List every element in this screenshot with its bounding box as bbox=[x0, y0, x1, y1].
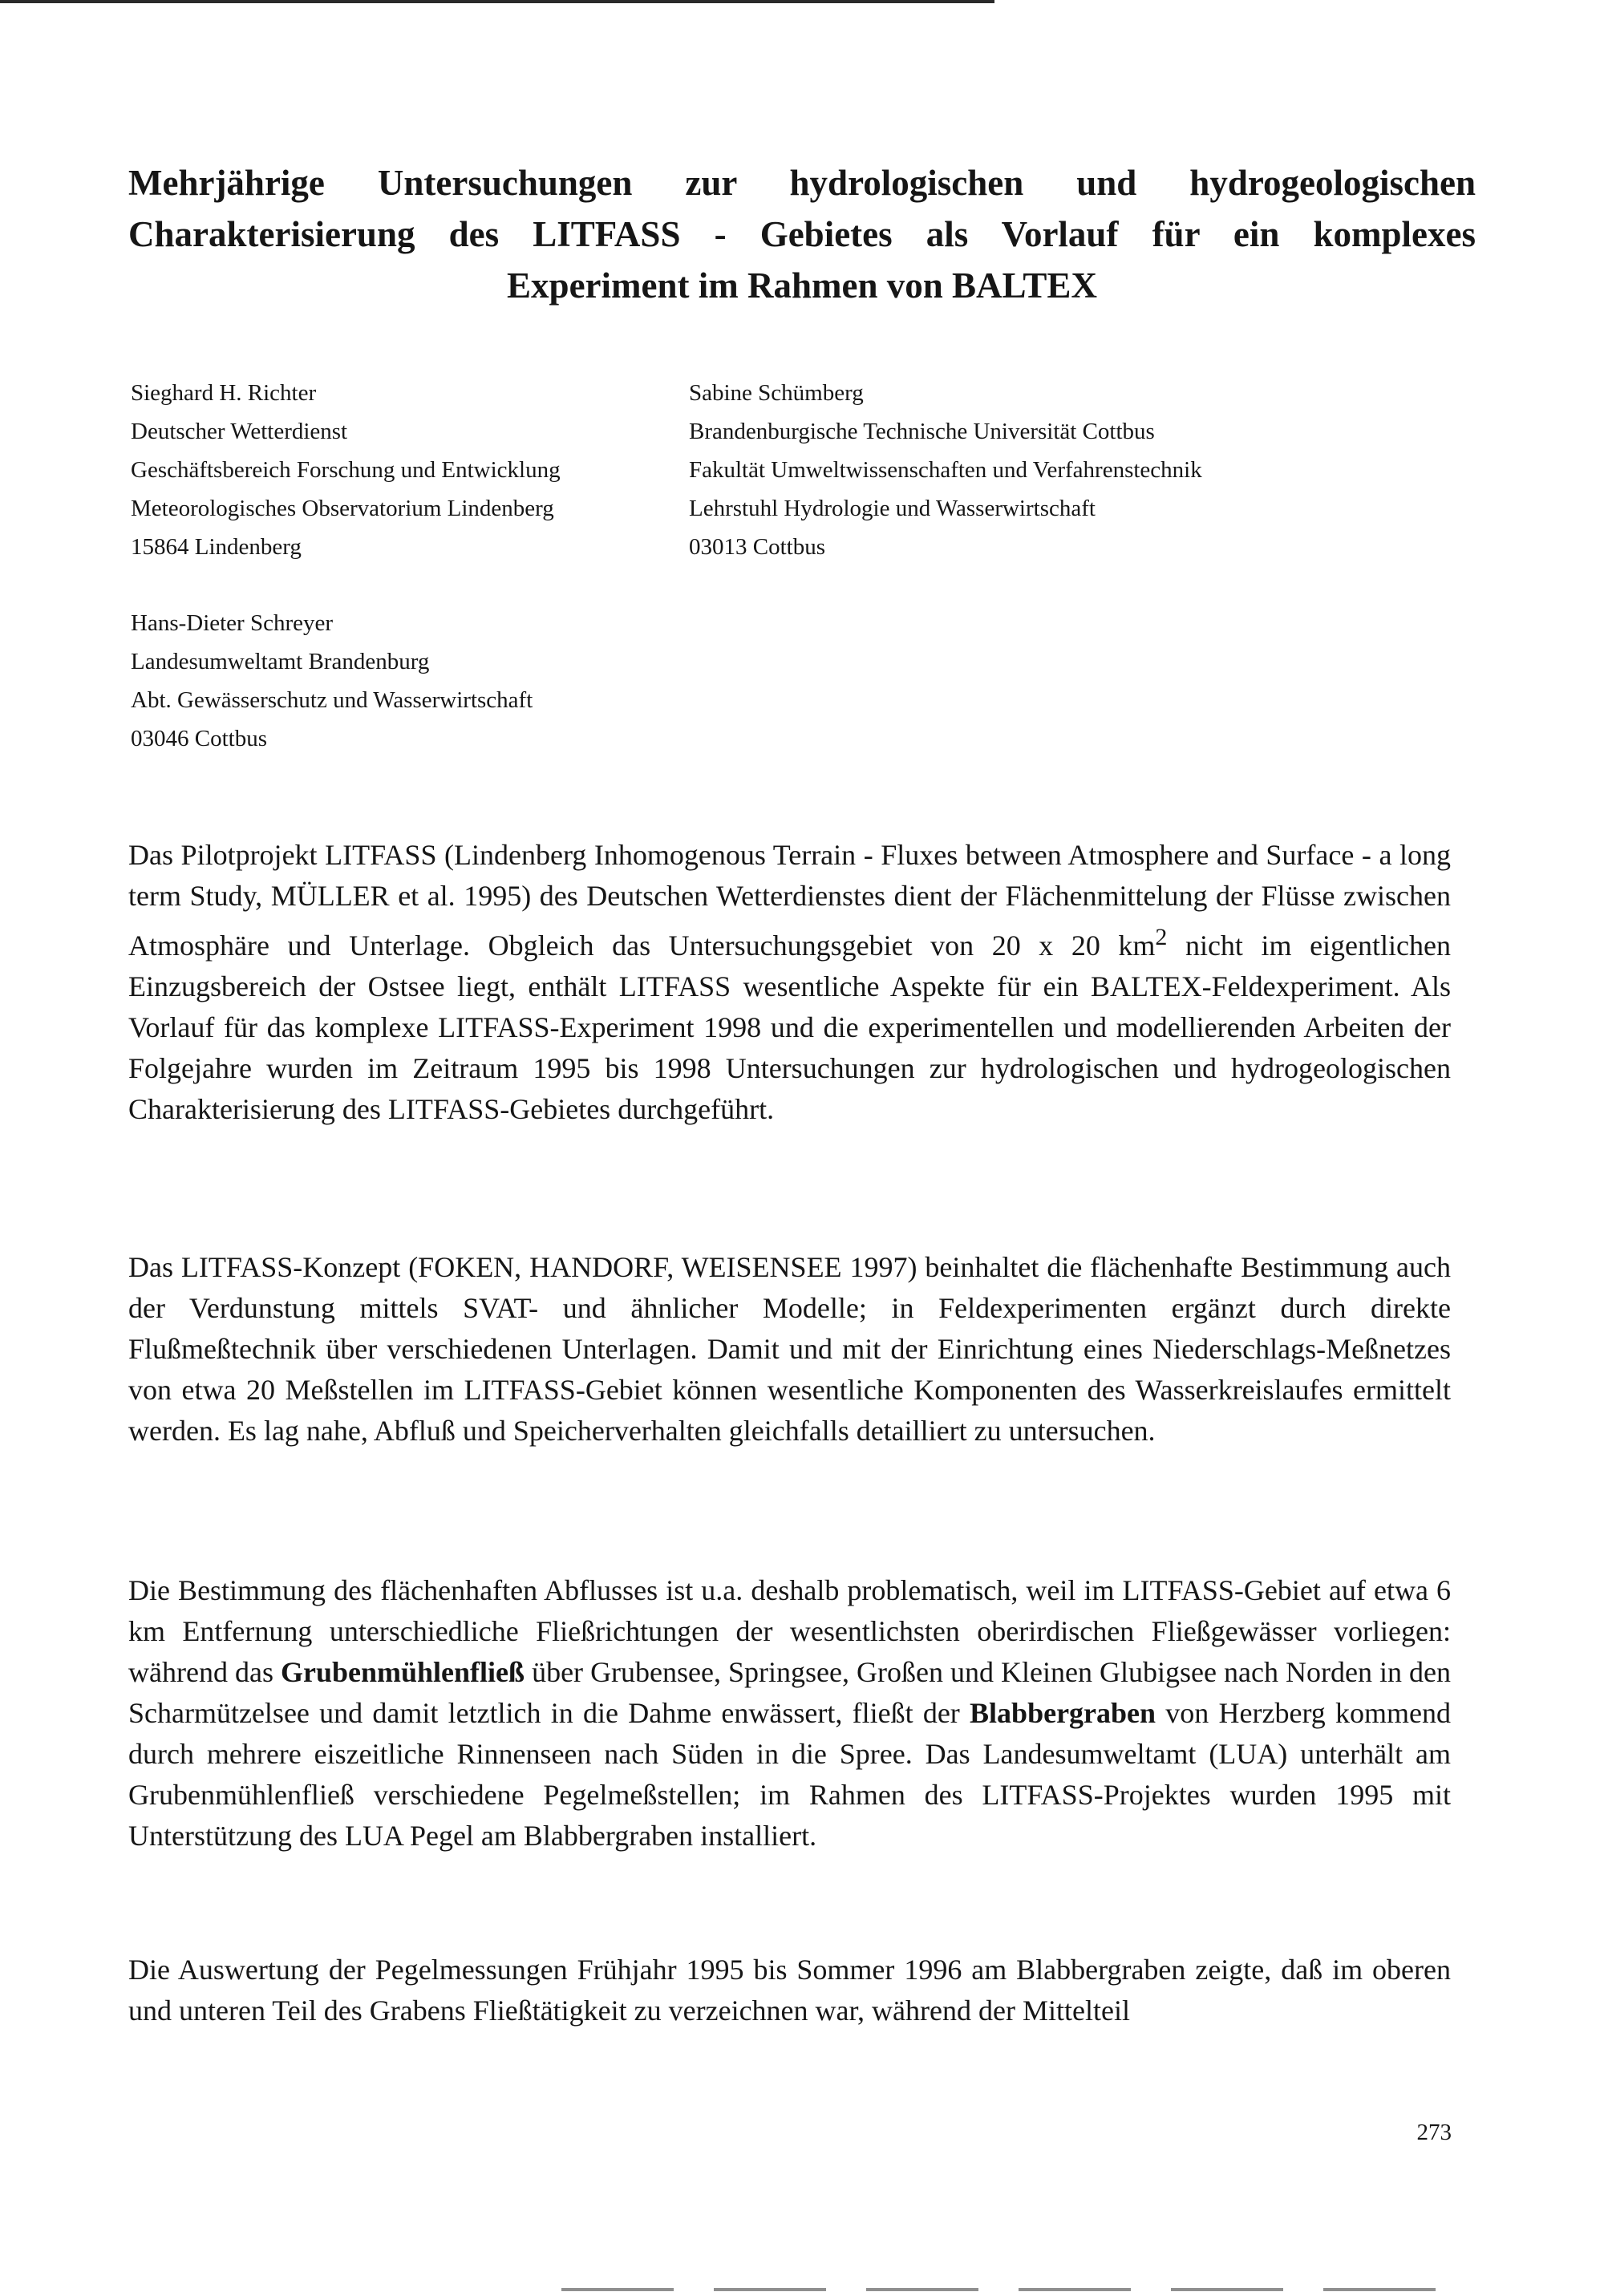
page-number: 273 bbox=[1416, 2120, 1452, 2145]
paper-title bbox=[128, 157, 1476, 311]
scan-edge-line bbox=[0, 0, 994, 3]
paragraph-text: von Herzberg kommend durch mehrere eiszeitliche Rinnenseen nach Süden in die Spree. Das Landesumweltamt (LUA) unterhält am Grubenmühlenfließ verschiedene Pegelmeßstellen; im Rahmen des LITFASS-Projektes wurden 1995 mit Unterstützung des LUA Pegel am Blabbergraben installiert. bbox=[128, 1697, 1451, 1852]
bold-term: Grubenmühlenfließ bbox=[280, 1656, 525, 1688]
scan-edge-line bbox=[561, 2288, 1444, 2291]
paragraph-pegelmessungen: Die Auswertung der Pegelmessungen Frühjahr 1995 bis Sommer 1996 am Blabbergraben zeigte, daß im oberen und unteren Teil des Grabens Fließtätigkeit zu verzeichnen war, während der Mittelteil bbox=[128, 1954, 1451, 2027]
title-line-3: Experiment im Rahmen von BALTEX bbox=[507, 265, 1097, 306]
author-name: Sabine Schümberg bbox=[689, 380, 864, 406]
affiliation-line: Brandenburgische Technische Universität Cottbus bbox=[689, 419, 1155, 444]
paragraph-litfass-konzept: Das LITFASS-Konzept (FOKEN, HANDORF, WEISENSEE 1997) beinhaltet die flächenhafte Bestimmung auch der Verdunstung mittels SVAT- und ähnlicher Modelle; in Feldexperimenten ergänzt durch direkte Flußmeßtechnik über verschiedenen Unterlagen. Damit und mit der Einrichtung eines Niederschlags-Meßnetzes von etwa 20 Meßstellen im LITFASS-Gebiet können wesentliche Komponenten des Wasserkreislaufes ermittelt werden. Es lag nahe, Abfluß und Speicherverhalten gleichfalls detailliert zu untersuchen. bbox=[128, 1251, 1451, 1447]
affiliation-line: Abt. Gewässerschutz und Wasserwirtschaft bbox=[131, 687, 533, 713]
affiliation-line: 03013 Cottbus bbox=[689, 534, 825, 560]
paragraph-text: Das Pilotprojekt LITFASS (Lindenberg Inhomogenous Terrain - Fluxes between Atmosphere and Surface - a long term Study, MÜLLER et al. 1995) des Deutschen Wetterdienstes dient der Flächenmittelung der Flüsse zwischen Atmosphäre und Unterlage. Obgleich das Untersuchungsgebiet von 20 x 20 km bbox=[128, 839, 1451, 962]
paragraph-text: Die Bestimmung des flächenhaften Abflusses ist u.a. deshalb problematisch, weil im LITFASS-Gebiet auf etwa 6 km Entfernung unterschiedliche Fließrichtungen der wesentlichsten oberirdischen Fließgewässer vorliegen: während das bbox=[128, 1574, 1451, 1688]
bold-term: Blabbergraben bbox=[970, 1697, 1156, 1729]
affiliation-line: Landesumweltamt Brandenburg bbox=[131, 649, 430, 674]
affiliation-line: Deutscher Wetterdienst bbox=[131, 419, 348, 444]
paragraph-litfass-intro bbox=[128, 835, 1451, 1130]
paragraph-abfluss bbox=[128, 1570, 1451, 1857]
affiliation-line: Fakultät Umweltwissenschaften und Verfahrenstechnik bbox=[689, 457, 1202, 483]
author-name: Sieghard H. Richter bbox=[131, 380, 317, 406]
affiliation-line: Geschäftsbereich Forschung und Entwicklung bbox=[131, 457, 561, 483]
author-affiliation-schreyer bbox=[131, 604, 533, 758]
superscript: 2 bbox=[1155, 924, 1168, 950]
paragraph-text: nicht im eigentlichen Einzugsbereich der Ostsee liegt, enthält LITFASS wesentliche Aspekte für ein BALTEX-Feldexperiment. Als Vorlauf für das komplexe LITFASS-Experiment 1998 und die experimentellen und modellierenden Arbeiten der Folgejahre wurden im Zeitraum 1995 bis 1998 Untersuchungen zur hydrologischen und hydrogeologischen Charakterisierung des LITFASS-Gebietes durchgeführt. bbox=[128, 929, 1451, 1125]
affiliation-line: Meteorologisches Observatorium Lindenberg bbox=[131, 496, 554, 521]
title-line-1: Mehrjährige Untersuchungen zur hydrologischen und hydrogeologischen bbox=[128, 163, 1476, 203]
title-line-2: Charakterisierung des LITFASS - Gebietes als Vorlauf für ein komplexes bbox=[128, 214, 1476, 254]
affiliation-line: Lehrstuhl Hydrologie und Wasserwirtschaft bbox=[689, 496, 1096, 521]
author-affiliation-richter bbox=[131, 374, 561, 566]
author-affiliation-schuemberg bbox=[689, 374, 1202, 566]
paragraph-text: über Grubensee, Springsee, Großen und Kleinen Glubigsee nach Norden in den Scharmützelsee und damit letztlich in die Dahme enwässert, fließt der bbox=[128, 1656, 1451, 1729]
author-name: Hans-Dieter Schreyer bbox=[131, 610, 334, 636]
affiliation-line: 03046 Cottbus bbox=[131, 726, 267, 751]
affiliation-line: 15864 Lindenberg bbox=[131, 534, 302, 560]
